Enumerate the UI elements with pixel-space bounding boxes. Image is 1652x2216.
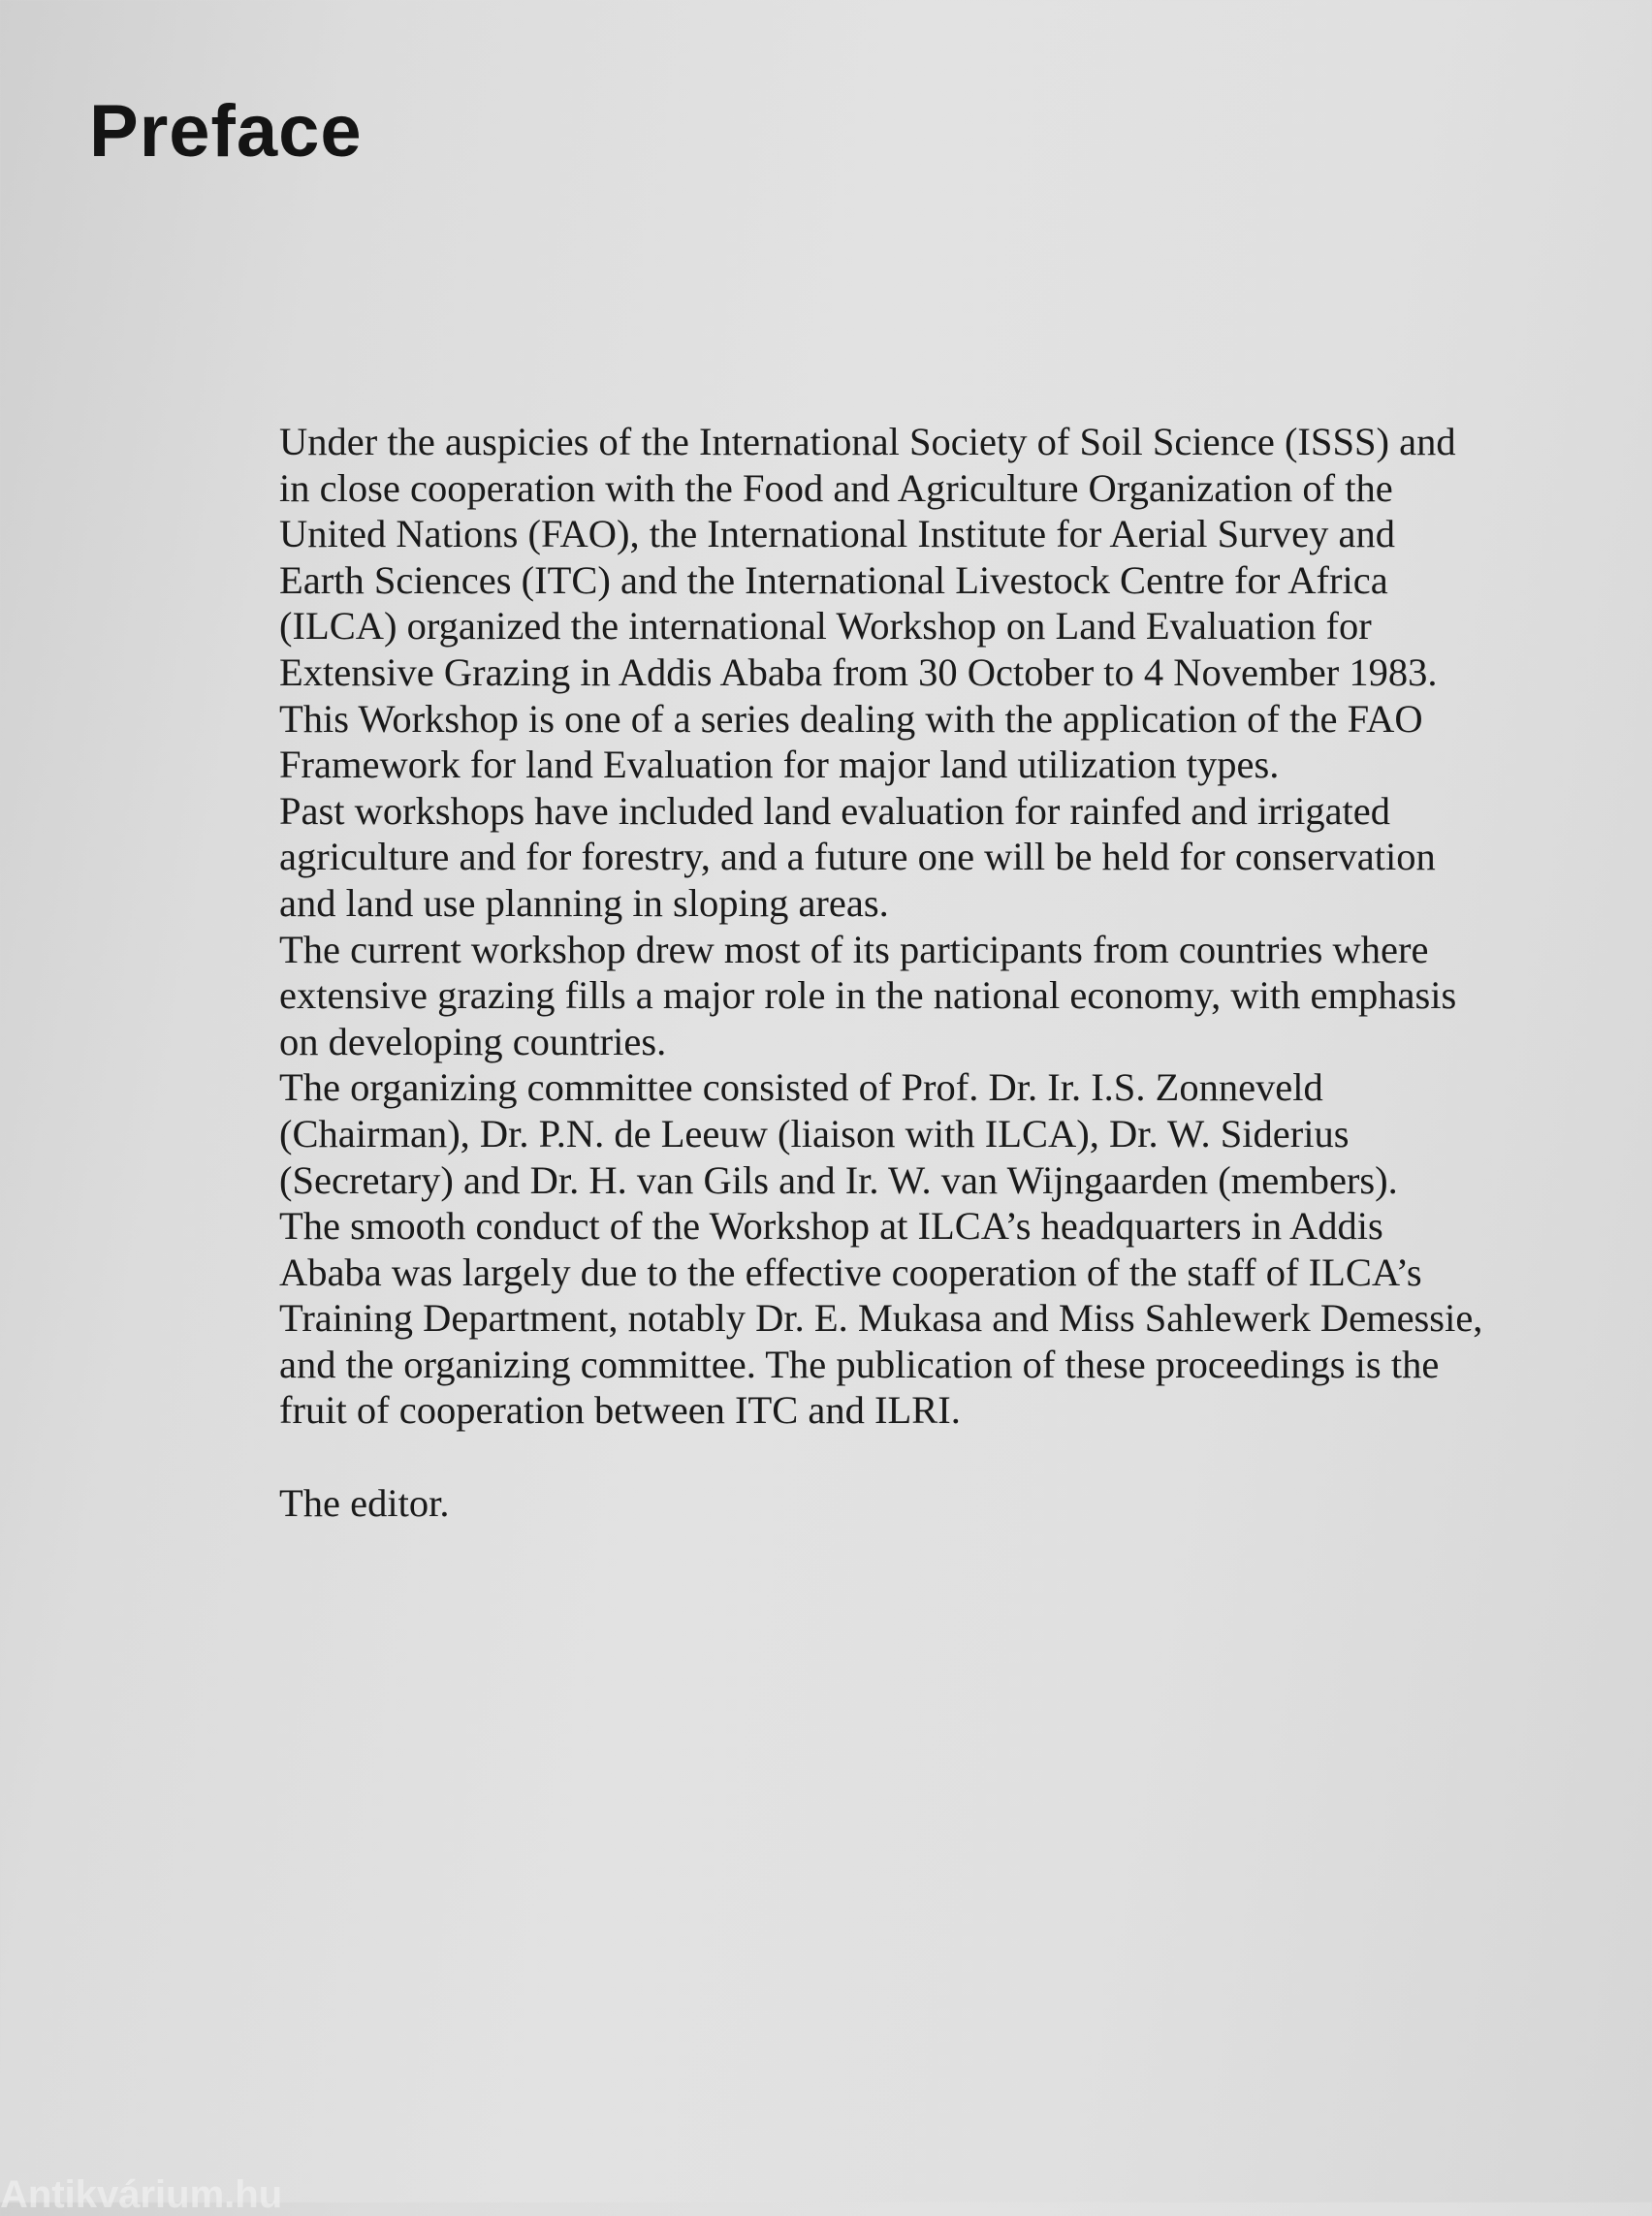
text-line: fruit of cooperation between ITC and ILRI. <box>279 1388 961 1433</box>
editor-signature: The editor. <box>279 1481 450 1526</box>
text-line: extensive grazing fills a major role in the national economy, with emphasis <box>279 973 1457 1018</box>
text-line: Under the auspicies of the International Society of Soil Science (ISSS) and <box>279 420 1456 463</box>
text-line: and the organizing committee. The publication of these proceedings is the <box>279 1342 1440 1386</box>
page-title: Preface <box>89 90 363 173</box>
text-line: on developing countries. <box>279 1019 667 1063</box>
text-line: Training Department, notably Dr. E. Mukasa and Miss Sahlewerk Demessie, <box>279 1296 1483 1341</box>
text-line: Framework for land Evaluation for major land utilization types. <box>279 743 1280 787</box>
text-line: United Nations (FAO), the International Institute for Aerial Survey and <box>279 512 1395 556</box>
text-line: This Workshop is one of a series dealing with the application of the FAO <box>279 696 1423 741</box>
text-line: The smooth conduct of the Workshop at ILCA’s headquarters in Addis <box>279 1204 1383 1249</box>
text-line: and land use planning in sloping areas. <box>279 880 889 925</box>
text-line: Ababa was largely due to the effective cooperation of the staff of ILCA’s <box>279 1250 1422 1294</box>
text-line: Extensive Grazing in Addis Ababa from 30 October to 4 November 1983. <box>279 649 1438 694</box>
text-line: The current workshop drew most of its participants from countries where <box>279 927 1429 971</box>
text-line: The organizing committee consisted of Prof. Dr. Ir. I.S. Zonneveld <box>279 1065 1323 1110</box>
text-line: in close cooperation with the Food and Agriculture Organization of the <box>279 465 1393 510</box>
text-line: agriculture and for forestry, and a future one will be held for conservation <box>279 835 1436 879</box>
watermark: Antikvárium.hu <box>0 2173 283 2216</box>
text-line: (ILCA) organized the international Workshop on Land Evaluation for <box>279 604 1372 649</box>
text-line: Earth Sciences (ITC) and the International Livestock Centre for Africa <box>279 557 1388 602</box>
preface-body <box>279 419 1569 1527</box>
text-line: (Chairman), Dr. P.N. de Leeuw (liaison with ILCA), Dr. W. Siderius <box>279 1111 1350 1155</box>
text-line: (Secretary) and Dr. H. van Gils and Ir. W. van Wijngaarden (members). <box>279 1157 1398 1202</box>
text-line: Past workshops have included land evaluation for rainfed and irrigated <box>279 788 1391 833</box>
